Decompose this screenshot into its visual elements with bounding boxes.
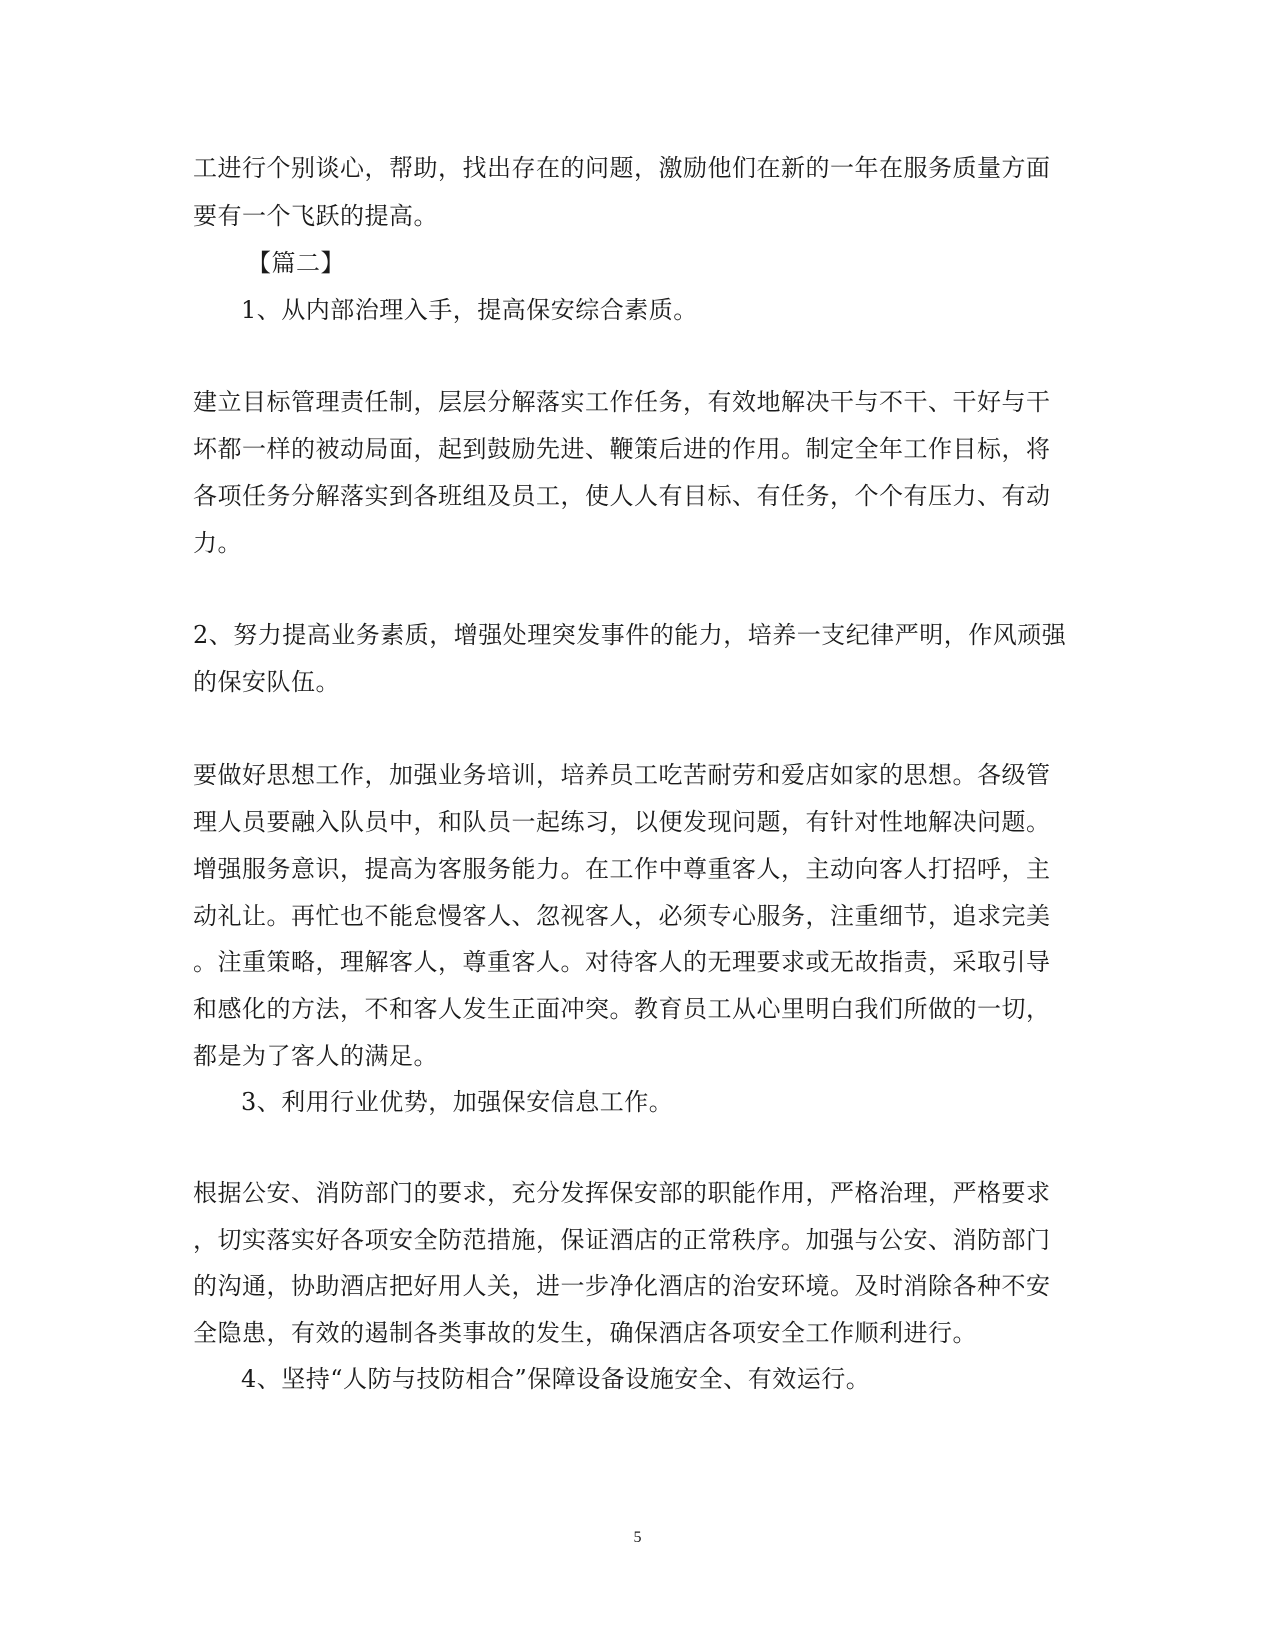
text-line: 。注重策略，理解客人，尊重客人。对待客人的无理要求或无故指责，采取引导	[193, 948, 1051, 976]
text-line: 的沟通，协助酒店把好用人关，进一步净化酒店的治安环境。及时消除各种不安	[193, 1272, 1051, 1300]
text-line: 和感化的方法，不和客人发生正面冲突。教育员工从心里明白我们所做的一切，	[193, 995, 1051, 1023]
text-line: 要做好思想工作，加强业务培训，培养员工吃苦耐劳和爱店如家的思想。各级管	[193, 761, 1051, 789]
text-line: 理人员要融入队员中，和队员一起练习，以便发现问题，有针对性地解决问题。	[193, 808, 1051, 836]
list-item-heading: 1、从内部治理入手，提高保安综合素质。	[241, 296, 698, 324]
text-line: 增强服务意识，提高为客服务能力。在工作中尊重客人，主动向客人打招呼，主	[193, 855, 1051, 883]
text-line: 坏都一样的被动局面，起到鼓励先进、鞭策后进的作用。制定全年工作目标，将	[193, 435, 1051, 463]
list-item-heading: 3、利用行业优势，加强保安信息工作。	[241, 1088, 674, 1116]
text-line: 根据公安、消防部门的要求，充分发挥保安部的职能作用，严格治理，严格要求	[193, 1179, 1051, 1207]
text-line: 动礼让。再忙也不能怠慢客人、忽视客人，必须专心服务，注重细节，追求完美	[193, 902, 1051, 930]
text-line: 建立目标管理责任制，层层分解落实工作任务，有效地解决干与不干、干好与干	[193, 388, 1051, 416]
text-line: 都是为了客人的满足。	[193, 1042, 438, 1070]
list-item-heading: 4、坚持“人防与技防相合”保障设备设施安全、有效运行。	[241, 1365, 871, 1393]
text-line: 力。	[193, 529, 242, 557]
text-line: 各项任务分解落实到各班组及员工，使人人有目标、有任务，个个有压力、有动	[193, 482, 1051, 510]
text-line: ，切实落实好各项安全防范措施，保证酒店的正常秩序。加强与公安、消防部门	[193, 1226, 1051, 1254]
page-number: 5	[633, 1529, 642, 1546]
text-line: 的保安队伍。	[193, 668, 340, 696]
section-heading: 【篇二】	[247, 249, 345, 277]
list-item-heading: 2、努力提高业务素质，增强处理突发事件的能力，培养一支纪律严明，作风顽强	[193, 621, 1067, 649]
text-line: 全隐患，有效的遏制各类事故的发生，确保酒店各项安全工作顺利进行。	[193, 1319, 977, 1347]
text-line: 工进行个别谈心，帮助，找出存在的问题，激励他们在新的一年在服务质量方面	[193, 154, 1051, 182]
text-line: 要有一个飞跃的提高。	[193, 202, 438, 230]
